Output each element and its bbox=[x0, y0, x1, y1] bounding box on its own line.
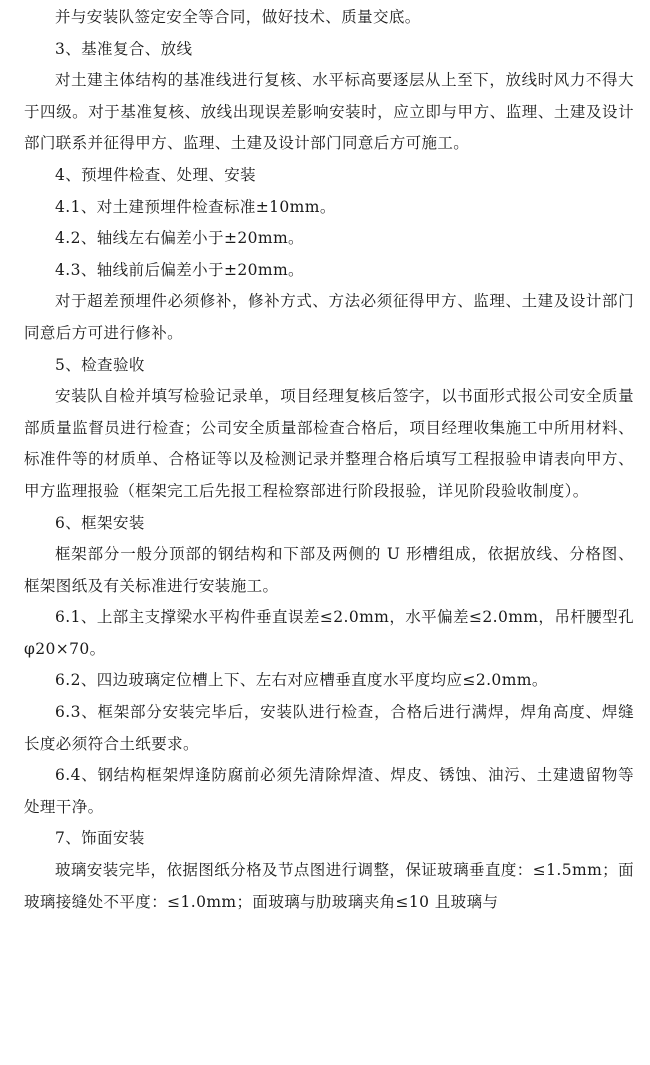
paragraph-repair-embedded-parts: 对于超差预埋件必须修补，修补方式、方法必须征得甲方、监理、土建及设计部门同意后方可进行修补。 bbox=[24, 292, 634, 342]
item-4-2: 4.2、轴线左右偏差小于±20mm。 bbox=[55, 229, 304, 248]
item-4-3: 4.3、轴线前后偏差小于±20mm。 bbox=[55, 260, 304, 279]
heading-section-6: 6、框架安装 bbox=[55, 513, 145, 532]
heading-section-4: 4、预埋件检查、处理、安装 bbox=[55, 165, 257, 184]
paragraph-baseline-review: 对土建主体结构的基准线进行复核、水平标高要逐层从上至下，放线时风力不得大于四级。对于基准复核、放线出现误差影响安装时，应立即与甲方、监理、土建及设计部门联系并征得甲方、监理、土建及设计部门同意后方可施工。 bbox=[24, 71, 634, 153]
paragraph-contract-note: 并与安装队签定安全等合同，做好技术、质量交底。 bbox=[55, 8, 421, 26]
item-6-4: 6.4、钢结构框架焊逢防腐前必须先清除焊渣、焊皮、锈蚀、油污、土建遗留物等处理干净。 bbox=[24, 766, 634, 816]
item-6-1: 6.1、上部主支撑梁水平构件垂直误差≤2.0mm，水平偏差≤2.0mm，吊杆腰型孔φ20×70。 bbox=[24, 608, 634, 658]
item-6-3: 6.3、框架部分安装完毕后，安装队进行检查，合格后进行满焊，焊角高度、焊缝长度必须符合土纸要求。 bbox=[24, 703, 634, 753]
paragraph-inspection-acceptance: 安装队自检并填写检验记录单，项目经理复核后签字，以书面形式报公司安全质量部质量监督员进行检查；公司安全质量部检查合格后，项目经理收集施工中所用材料、标准件等的材质单、合格证等以及检测记录并整理合格后填写工程报验申请表向甲方、甲方监理报验（框架完工后先报工程检察部进行阶段报验，详见阶段验收制度）。 bbox=[24, 387, 634, 500]
heading-section-3: 3、基准复合、放线 bbox=[55, 39, 193, 58]
item-4-1: 4.1、对土建预埋件检查标准±10mm。 bbox=[55, 197, 336, 216]
paragraph-frame-composition: 框架部分一般分顶部的钢结构和下部及两侧的 U 形槽组成，依据放线、分格图、框架图纸及有关标准进行安装施工。 bbox=[24, 545, 634, 595]
heading-section-7: 7、饰面安装 bbox=[55, 829, 145, 848]
heading-section-5: 5、检查验收 bbox=[55, 355, 145, 374]
document-page bbox=[24, 0, 634, 918]
paragraph-facing-installation: 玻璃安装完毕，依据图纸分格及节点图进行调整，保证玻璃垂直度：≤1.5mm；面玻璃接缝处不平度：≤1.0mm；面玻璃与肋玻璃夹角≤10 且玻璃与 bbox=[24, 861, 634, 911]
item-6-2: 6.2、四边玻璃定位槽上下、左右对应槽垂直度水平度均应≤2.0mm。 bbox=[55, 671, 548, 690]
